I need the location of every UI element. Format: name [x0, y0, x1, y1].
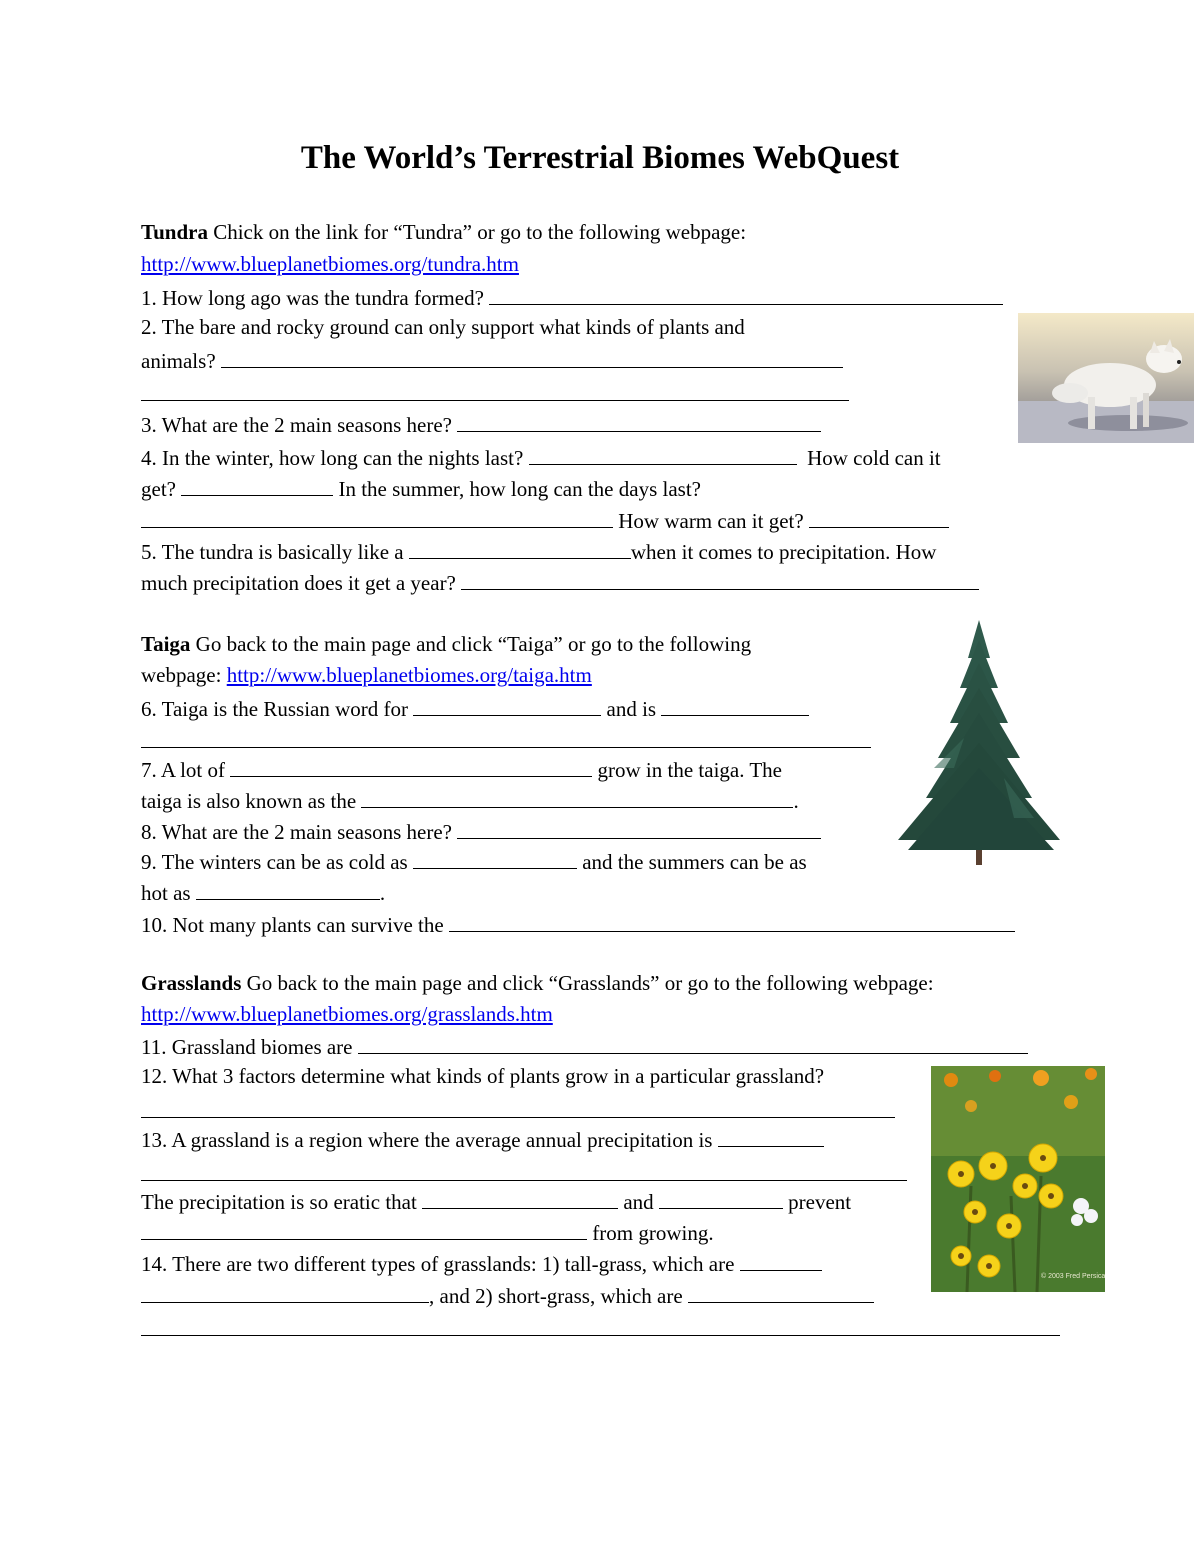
question-7: 7. A lot of grow in the taiga. The [141, 755, 782, 783]
answer-blank[interactable] [422, 1187, 618, 1209]
answer-blank[interactable] [361, 786, 793, 808]
question-9-cont: hot as . [141, 878, 385, 906]
answer-blank[interactable] [141, 1117, 895, 1118]
answer-blank[interactable] [141, 1335, 1060, 1336]
answer-blank[interactable] [141, 747, 871, 748]
question-4-cont: get? In the summer, how long can the days last? [141, 474, 701, 502]
tundra-intro: Tundra Chick on the link for “Tundra” or go to the following webpage: [141, 220, 747, 244]
answer-blank[interactable] [449, 910, 1015, 932]
question-10: 10. Not many plants can survive the [141, 910, 1015, 938]
answer-blank[interactable] [141, 506, 613, 528]
answer-blank[interactable] [413, 694, 601, 716]
answer-blank[interactable] [196, 878, 380, 900]
page-title: The World’s Terrestrial Biomes WebQuest [300, 140, 900, 176]
question-5: 5. The tundra is basically like a when it comes to precipitation. How [141, 537, 936, 565]
taiga-intro-cont: webpage: http://www.blueplanetbiomes.org/taiga.htm [141, 663, 592, 687]
answer-blank[interactable] [529, 443, 797, 465]
question-13-cont2: from growing. [141, 1218, 714, 1246]
answer-blank[interactable] [141, 400, 849, 401]
photo-caption: © 2003 Fred Persica [1041, 1273, 1105, 1280]
answer-blank[interactable] [659, 1187, 783, 1209]
grasslands-heading: Grasslands [141, 971, 242, 995]
taiga-link[interactable]: http://www.blueplanetbiomes.org/taiga.htm [226, 663, 592, 687]
answer-blank[interactable] [661, 694, 809, 716]
answer-blank[interactable] [461, 568, 979, 590]
answer-blank[interactable] [141, 1281, 429, 1303]
answer-blank[interactable] [740, 1249, 822, 1271]
question-6: 6. Taiga is the Russian word for and is [141, 694, 809, 722]
yellow-flowers-image [931, 1066, 1105, 1292]
grasslands-link[interactable]: http://www.blueplanetbiomes.org/grasslands.htm [141, 1002, 553, 1026]
grasslands-intro: Grasslands Go back to the main page and click “Grasslands” or go to the following webpage: [141, 971, 934, 995]
answer-blank[interactable] [230, 755, 592, 777]
question-11: 11. Grassland biomes are [141, 1032, 1028, 1060]
answer-blank[interactable] [221, 346, 843, 368]
answer-blank[interactable] [181, 474, 333, 496]
question-14-cont: , and 2) short-grass, which are [141, 1281, 874, 1309]
question-1: 1. How long ago was the tundra formed? [141, 283, 1003, 311]
question-7-cont: taiga is also known as the . [141, 786, 799, 814]
tundra-heading: Tundra [141, 220, 208, 244]
answer-blank[interactable] [809, 506, 949, 528]
taiga-heading: Taiga [141, 632, 191, 656]
answer-blank[interactable] [489, 283, 1003, 305]
taiga-intro: Taiga Go back to the main page and click “Taiga” or go to the following [141, 632, 752, 656]
answer-blank[interactable] [358, 1032, 1028, 1054]
answer-blank[interactable] [457, 817, 821, 839]
answer-blank[interactable] [457, 410, 821, 432]
question-2-cont: animals? [141, 346, 843, 374]
answer-blank[interactable] [141, 1218, 587, 1240]
question-14: 14. There are two different types of grasslands: 1) tall-grass, which are [141, 1249, 822, 1277]
question-9: 9. The winters can be as cold as and the summers can be as [141, 847, 807, 875]
question-12: 12. What 3 factors determine what kinds of plants grow in a particular grassland? [141, 1064, 825, 1088]
answer-blank[interactable] [413, 847, 577, 869]
spruce-tree-image [894, 618, 1064, 868]
question-3: 3. What are the 2 main seasons here? [141, 410, 821, 438]
question-4: 4. In the winter, how long can the nights last? How cold can it [141, 443, 941, 471]
answer-blank[interactable] [409, 537, 631, 559]
answer-blank[interactable] [141, 1180, 907, 1181]
answer-blank[interactable] [688, 1281, 874, 1303]
question-5-cont: much precipitation does it get a year? [141, 568, 979, 596]
question-2: 2. The bare and rocky ground can only support what kinds of plants and [141, 315, 745, 339]
question-13-cont: The precipitation is so eratic that and prevent [141, 1187, 851, 1215]
question-4-cont2: How warm can it get? [141, 506, 949, 534]
question-13: 13. A grassland is a region where the average annual precipitation is [141, 1125, 824, 1153]
answer-blank[interactable] [718, 1125, 824, 1147]
arctic-fox-image [1018, 313, 1194, 443]
question-8: 8. What are the 2 main seasons here? [141, 817, 821, 845]
tundra-link[interactable]: http://www.blueplanetbiomes.org/tundra.htm [141, 252, 519, 276]
